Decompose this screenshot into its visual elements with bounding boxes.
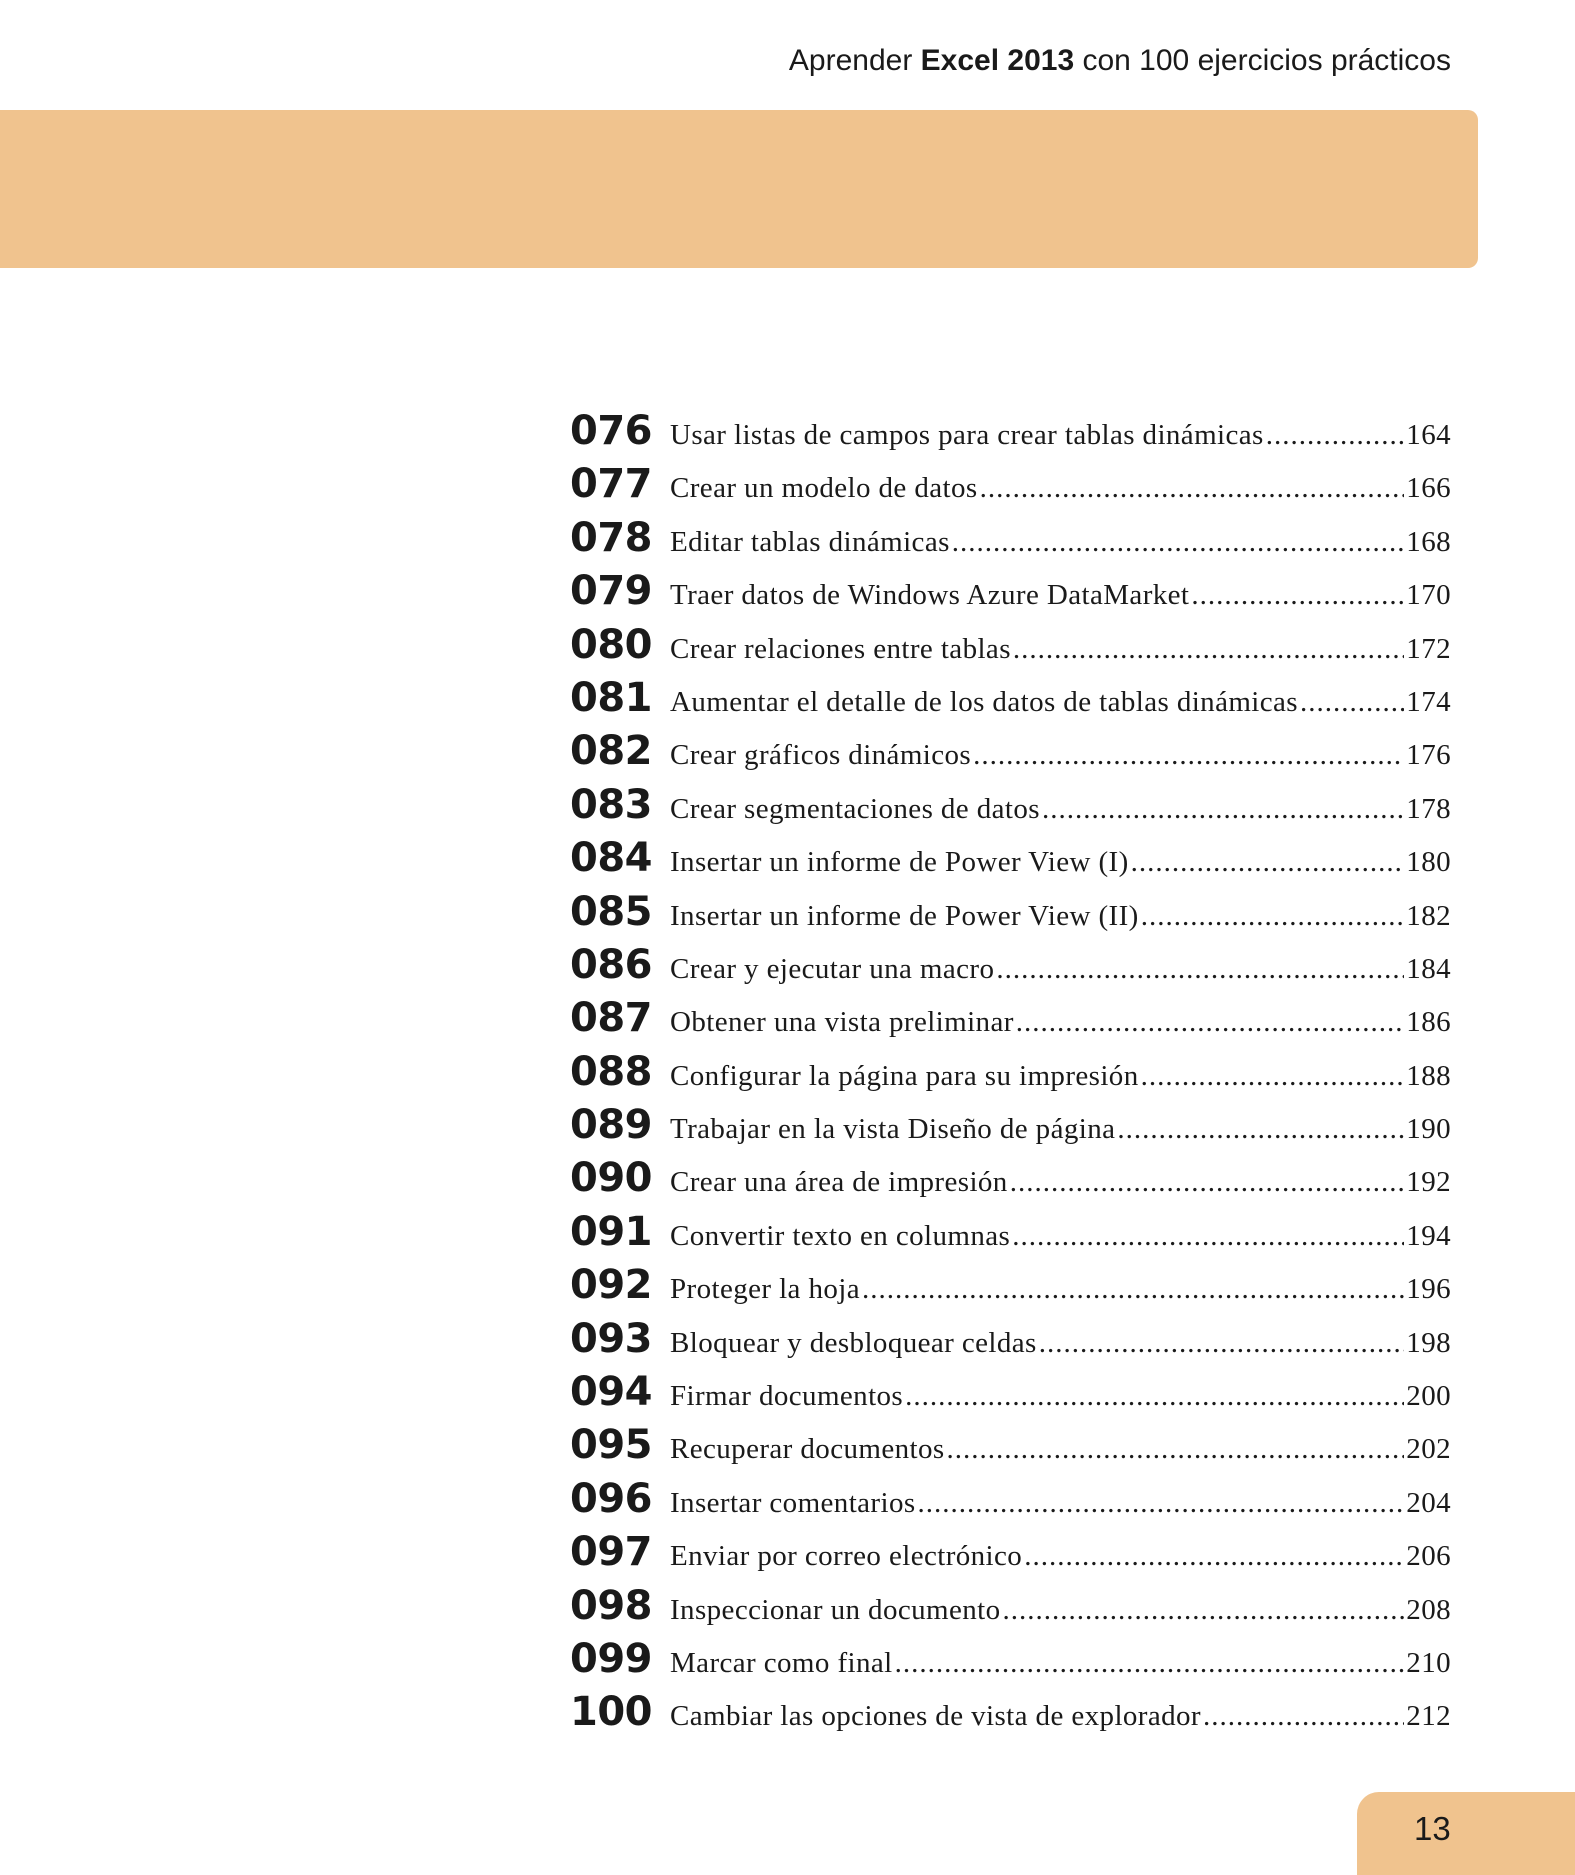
dot-leader <box>1003 1594 1405 1627</box>
toc-entry-text <box>670 526 1451 559</box>
toc-entry-title: Firmar documentos <box>670 1380 904 1413</box>
toc-entry-text <box>670 1647 1451 1680</box>
toc-entry-number: 083 <box>570 781 652 828</box>
toc-entry-text <box>670 1006 1451 1039</box>
toc-entry[interactable] <box>570 1529 1451 1582</box>
toc-entry-title: Crear relaciones entre tablas <box>670 632 1011 665</box>
dot-leader <box>1010 1166 1405 1199</box>
dot-leader <box>1039 1327 1405 1360</box>
dot-leader <box>918 1487 1405 1520</box>
toc-entry-page: 192 <box>1406 1166 1451 1199</box>
header-book-title: Excel 2013 <box>920 44 1075 77</box>
page-tab <box>1357 1792 1575 1875</box>
toc-entry-number: 090 <box>570 1155 652 1202</box>
toc-entry-number: 087 <box>570 995 652 1042</box>
toc-entry-number: 084 <box>570 835 652 882</box>
toc-entry-text <box>670 1540 1451 1573</box>
toc-entry-title: Configurar la página para su impresión <box>670 1059 1139 1092</box>
toc-entry-number: 076 <box>570 408 652 454</box>
toc-entry-text <box>670 1380 1451 1413</box>
toc-entry-text <box>670 1487 1451 1520</box>
running-header <box>789 44 1451 78</box>
toc-entry-page: 198 <box>1406 1326 1451 1359</box>
toc-entry-title: Crear gráficos dinámicos <box>670 739 972 772</box>
toc-entry-text <box>670 793 1451 826</box>
toc-entry-number: 092 <box>570 1262 652 1309</box>
dot-leader <box>996 953 1404 986</box>
toc-entry-number: 082 <box>570 728 652 775</box>
dot-leader <box>1024 1540 1404 1573</box>
toc-entry-page: 204 <box>1406 1486 1451 1519</box>
toc-entry-number: 080 <box>570 621 652 668</box>
toc-entry-title: Marcar como final <box>670 1646 893 1679</box>
toc-entry-title: Recuperar documentos <box>670 1433 945 1466</box>
toc-entry-text <box>670 1327 1451 1360</box>
decorative-band <box>0 110 1478 268</box>
toc-entry-number: 077 <box>570 461 652 508</box>
dot-leader <box>905 1380 1404 1413</box>
toc-entry-title: Crear segmentaciones de datos <box>670 792 1040 825</box>
toc-entry-number: 099 <box>570 1635 652 1682</box>
dot-leader <box>1203 1700 1404 1733</box>
dot-leader <box>862 1273 1404 1306</box>
toc-entry-text <box>670 472 1451 505</box>
toc-entry[interactable] <box>570 1209 1451 1262</box>
dot-leader <box>973 739 1404 772</box>
toc-entry-number: 089 <box>570 1102 652 1149</box>
toc-entry-page: 168 <box>1406 525 1451 558</box>
toc-entry-page: 170 <box>1406 579 1451 612</box>
toc-entry-title: Proteger la hoja <box>670 1273 861 1306</box>
toc-entry[interactable] <box>570 1583 1451 1636</box>
dot-leader <box>1141 900 1405 933</box>
toc-entry-page: 184 <box>1406 952 1451 985</box>
toc-entry-page: 212 <box>1406 1700 1451 1733</box>
toc-entry-page: 182 <box>1406 899 1451 932</box>
toc-entry-number: 098 <box>570 1582 652 1629</box>
toc-entry[interactable] <box>570 1155 1451 1208</box>
toc-entry[interactable] <box>570 1636 1451 1689</box>
toc-entry-page: 200 <box>1406 1380 1451 1413</box>
toc-entry-title: Insertar comentarios <box>670 1486 916 1519</box>
toc-entry[interactable] <box>570 1102 1451 1155</box>
toc-entry[interactable] <box>570 622 1451 675</box>
toc-entry-number: 086 <box>570 941 652 988</box>
toc-entry-title: Crear un modelo de datos <box>670 472 978 505</box>
toc-entry-number: 097 <box>570 1529 652 1576</box>
toc-entry-title: Inspeccionar un documento <box>670 1593 1001 1626</box>
dot-leader <box>1131 846 1405 879</box>
toc-entry-number: 078 <box>570 514 652 561</box>
toc-entry-title: Trabajar en la vista Diseño de página <box>670 1113 1116 1146</box>
toc-entry-page: 180 <box>1406 846 1451 879</box>
toc-entry-number: 081 <box>570 674 652 721</box>
toc-entry-number: 100 <box>570 1689 652 1736</box>
toc-entry-page: 188 <box>1406 1059 1451 1092</box>
toc-entry-number: 091 <box>570 1208 652 1255</box>
toc-entry-text <box>670 846 1451 879</box>
toc-entry-page: 186 <box>1406 1006 1451 1039</box>
toc-entry-text <box>670 953 1451 986</box>
toc-entry[interactable] <box>570 1049 1451 1102</box>
toc-entry-text <box>670 579 1451 612</box>
toc-entry-page: 190 <box>1406 1113 1451 1146</box>
toc-entry-text <box>670 686 1451 719</box>
toc-entry-page: 176 <box>1406 739 1451 772</box>
toc-entry[interactable] <box>570 568 1451 621</box>
toc-entry-title: Usar listas de campos para crear tablas dinámicas <box>670 419 1264 451</box>
toc-entry-title: Insertar un informe de Power View (I) <box>670 846 1129 879</box>
table-of-contents <box>570 408 1451 1743</box>
toc-entry[interactable] <box>570 675 1451 728</box>
toc-entry-text <box>670 739 1451 772</box>
dot-leader <box>1141 1060 1405 1093</box>
toc-entry-title: Aumentar el detalle de los datos de tablas dinámicas <box>670 685 1298 718</box>
header-prefix: Aprender <box>788 44 921 77</box>
toc-entry[interactable] <box>570 1369 1451 1422</box>
toc-entry-number: 088 <box>570 1048 652 1095</box>
toc-entry-page: 206 <box>1406 1540 1451 1573</box>
toc-entry-text <box>670 1594 1451 1627</box>
toc-entry[interactable] <box>570 1689 1451 1742</box>
dot-leader <box>980 472 1405 505</box>
toc-entry[interactable] <box>570 995 1451 1048</box>
dot-leader <box>1016 1006 1405 1039</box>
dot-leader <box>947 1433 1405 1466</box>
toc-entry[interactable] <box>570 835 1451 888</box>
toc-entry-number: 094 <box>570 1369 652 1416</box>
dot-leader <box>1300 686 1404 719</box>
toc-entry-text <box>670 419 1451 452</box>
toc-entry-title: Bloquear y desbloquear celdas <box>670 1326 1037 1359</box>
toc-entry-page: 172 <box>1406 632 1451 665</box>
page-number: 13 <box>1414 1810 1451 1847</box>
toc-entry[interactable] <box>570 408 1451 461</box>
toc-entry-text <box>670 1166 1451 1199</box>
toc-entry-page: 196 <box>1406 1273 1451 1306</box>
toc-entry[interactable] <box>570 1476 1451 1529</box>
toc-entry-text <box>670 900 1451 933</box>
toc-entry-page: 178 <box>1406 792 1451 825</box>
toc-entry-title: Traer datos de Windows Azure DataMarket <box>670 579 1190 612</box>
header-suffix: con 100 ejercicios prácticos <box>1074 44 1451 77</box>
toc-entry-number: 079 <box>570 568 652 615</box>
toc-entry-title: Enviar por correo electrónico <box>670 1540 1023 1573</box>
toc-entry[interactable] <box>570 889 1451 942</box>
toc-entry-page: 194 <box>1406 1219 1451 1252</box>
toc-entry[interactable] <box>570 942 1451 995</box>
toc-entry-page: 174 <box>1406 685 1451 718</box>
toc-entry-text <box>670 1220 1451 1253</box>
toc-entry-title: Crear y ejecutar una macro <box>670 952 995 985</box>
toc-entry[interactable] <box>570 782 1451 835</box>
toc-entry-title: Editar tablas dinámicas <box>670 525 950 558</box>
toc-entry-title: Obtener una vista preliminar <box>670 1006 1014 1039</box>
dot-leader <box>1117 1113 1404 1146</box>
toc-entry-number: 096 <box>570 1475 652 1522</box>
dot-leader <box>895 1647 1405 1680</box>
dot-leader <box>1013 633 1404 666</box>
dot-leader <box>1191 579 1404 612</box>
toc-entry[interactable] <box>570 461 1451 514</box>
toc-entry-text <box>670 1060 1451 1093</box>
toc-entry[interactable] <box>570 1422 1451 1475</box>
toc-entry-number: 093 <box>570 1315 652 1362</box>
toc-entry-title: Convertir texto en columnas <box>670 1219 1011 1252</box>
dot-leader <box>1266 419 1405 452</box>
toc-entry-title: Crear una área de impresión <box>670 1166 1008 1199</box>
toc-entry[interactable] <box>570 1316 1451 1369</box>
toc-entry-page: 202 <box>1406 1433 1451 1466</box>
toc-entry-text <box>670 1433 1451 1466</box>
toc-entry-page: 164 <box>1406 419 1451 451</box>
toc-entry[interactable] <box>570 728 1451 781</box>
toc-entry-page: 208 <box>1406 1593 1451 1626</box>
toc-entry[interactable] <box>570 1262 1451 1315</box>
toc-entry-text <box>670 1700 1451 1733</box>
toc-entry[interactable] <box>570 515 1451 568</box>
toc-entry-title: Insertar un informe de Power View (II) <box>670 899 1139 932</box>
dot-leader <box>1012 1220 1404 1253</box>
toc-entry-number: 095 <box>570 1422 652 1469</box>
toc-entry-page: 210 <box>1406 1646 1451 1679</box>
dot-leader <box>952 526 1405 559</box>
toc-entry-text <box>670 1113 1451 1146</box>
toc-entry-title: Cambiar las opciones de vista de explorador <box>670 1700 1201 1733</box>
dot-leader <box>1042 793 1404 826</box>
toc-entry-text <box>670 1273 1451 1306</box>
toc-entry-text <box>670 633 1451 666</box>
toc-entry-page: 166 <box>1406 472 1451 505</box>
toc-entry-number: 085 <box>570 888 652 935</box>
